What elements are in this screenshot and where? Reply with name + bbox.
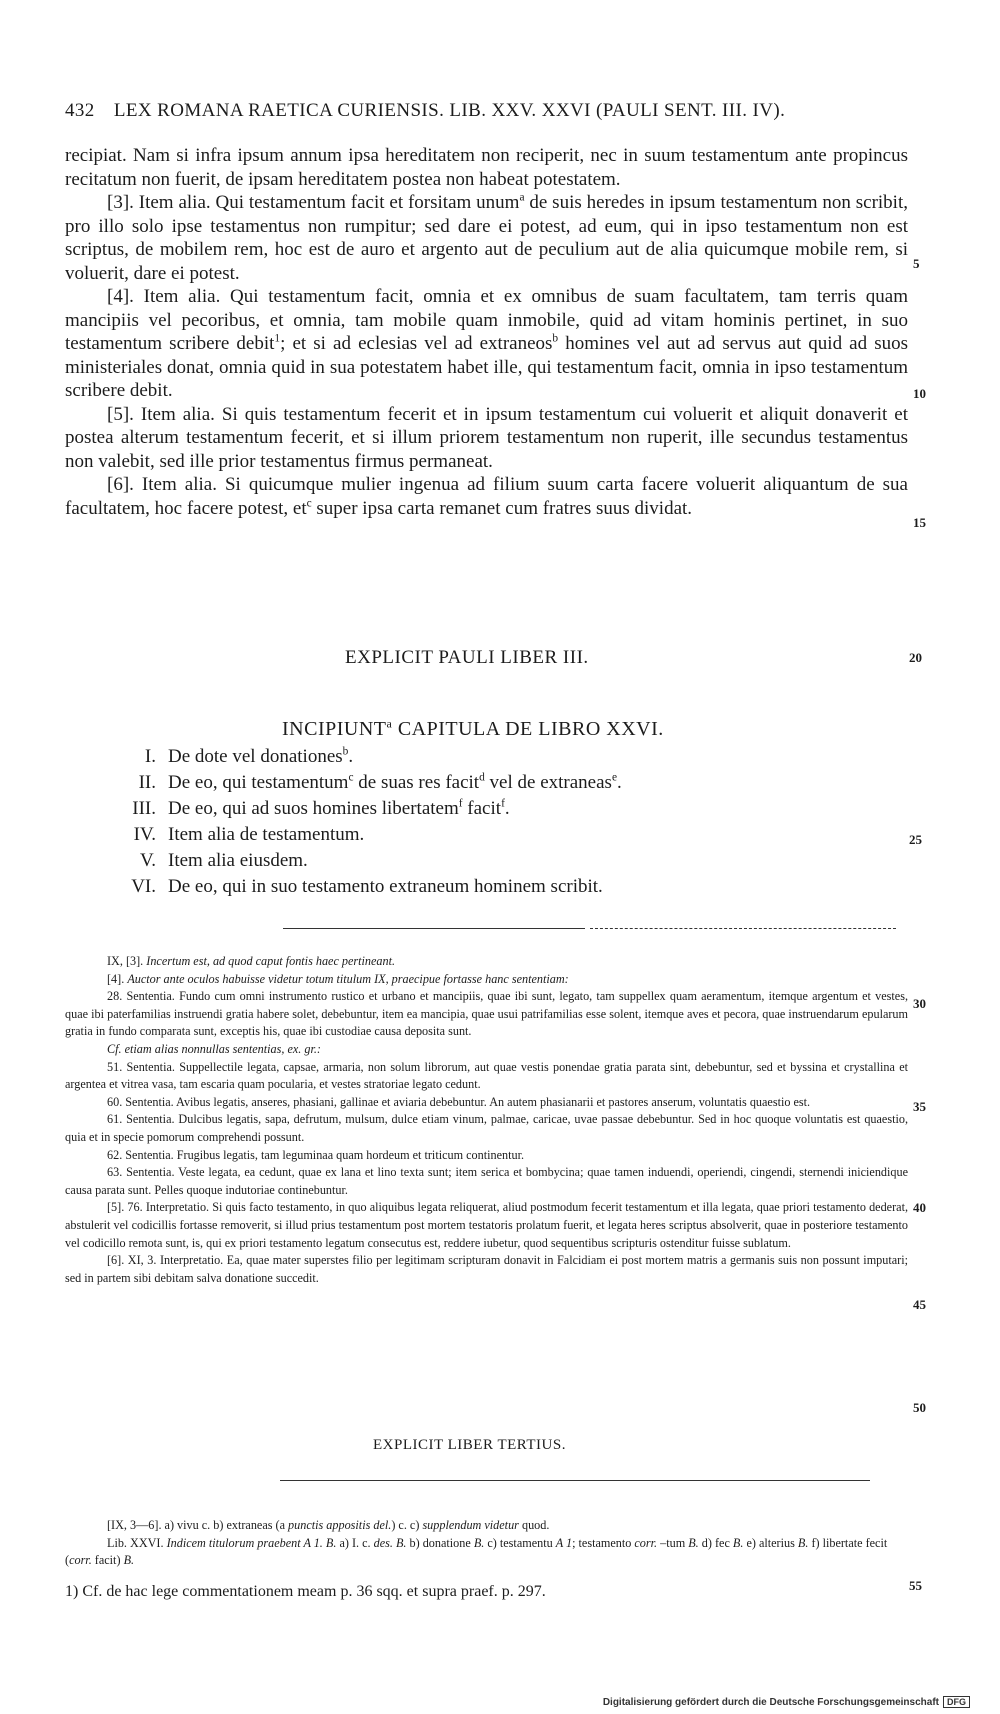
digitization-credit <box>603 1696 970 1708</box>
note-paragraph: [4]. Auctor ante oculos habuisse videtur totum titulum IX, praecipue fortasse hanc sententiam: <box>107 971 569 986</box>
running-title: LEX ROMANA RAETICA CURIENSIS. LIB. XXV. XXVI (PAULI SENT. III. IV). <box>113 100 786 121</box>
dfg-logo: DFG <box>943 1696 970 1708</box>
note-paragraph: [6]. XI, 3. Interpretatio. Ea, quae mater superstes filio per legitimam scripturam donavit in Falcidiam ei post mortem matris a germanis suis non possunt imputari; sed in partem sibi debitam salva donatione succedit. <box>65 1253 908 1285</box>
section-divider <box>283 928 585 929</box>
line-number: 55 <box>909 1578 922 1593</box>
paragraph-4: [4]. Item alia. Qui testamentum facit, omnia et ex omnibus de suam facultatem, tam terris quam mancipiis vel pecoribus, et omnia, tam mobile quam inmobile, quid ad vitam hominis pertinet, in suo testamentum scribere debit$^1$; et si ad eclesias vel ad extraneos$^b$ homines vel aut ad servus aut quid ad suos ministeriales donat, omnia quid in sua potestatem habet ille, qui testamentum facit, omnia in ipso testamentum scribere debit. <box>65 286 908 401</box>
critical-apparatus <box>65 1517 903 1570</box>
capitulum-item <box>110 772 810 794</box>
line-number: 5 <box>913 256 920 271</box>
capitulum-number: V. <box>139 850 156 871</box>
incipit-heading: INCIPIUNT$^a$ CAPITULA DE LIBRO XXVI. <box>282 716 664 740</box>
line-number: 40 <box>913 1200 926 1215</box>
capitulum-number: I. <box>144 746 156 767</box>
capitulum-number: IV. <box>133 824 156 845</box>
paragraph-3: [3]. Item alia. Qui testamentum facit et forsitam unum$^a$ de suis heredes in ipsum testamentum non scribit, pro illo solo ipse testamentus non rumpitur; sed dare ei potest, ad eum, qui in ipso testamentum non est scriptus, de mobilem rem, hoc est de auro et argento aut de peculium aut de alia quicumque mobile rem, si voluerit, dare ei potest. <box>65 191 908 284</box>
line-number: 45 <box>913 1297 926 1312</box>
capitulum-item <box>110 798 810 820</box>
apparatus-line: Lib. XXVI. Indicem titulorum praebent A 1. B. a) I. c. des. B. b) donatione B. c) testamentu A 1; testamento corr. –tum B. d) fec B. e) alterius B. f) libertate fecit (corr. facit) B. <box>65 1535 888 1567</box>
capitulum-text: De eo, qui testamentum$^c$ de suas res facit$^d$ vel de extraneas$^e$. <box>168 771 622 793</box>
note-paragraph: 28. Sententia. Fundo cum omni instrumento rustico et urbano et mancipiis, quae ibi sunt, legato, tam suppellex quam aeramentum, itemque argentum et vestes, quae ibi paterfamilias instruendi gratia habere solet, debebuntur, item ea mancipia, quae usui patrifamilias esse solent, itemque aves et pecora, quae instruendarum epularum gratia in fundo comparata sunt, exceptis his, quae ibi custodiae causa deposita sunt. <box>65 989 908 1039</box>
line-number: 25 <box>909 832 922 847</box>
capitulum-number: II. <box>138 772 156 793</box>
section-divider-dashed <box>590 928 896 929</box>
note-paragraph: IX, [3]. Incertum est, ad quod caput fontis haec pertineant. <box>107 954 396 968</box>
capitulum-item <box>110 876 810 898</box>
note-paragraph: 61. Sententia. Dulcibus legatis, sapa, defrutum, mulsum, dulce etiam vinum, palmae, caricae, uvae passae debebuntur. Sed in hoc quoque voluntatis est quaestio, quia et in specie pomorum comprehendi possunt. <box>65 1112 908 1144</box>
capitulum-number: VI. <box>131 876 156 897</box>
paragraph-5: [5]. Item alia. Si quis testamentum fecerit et in ipsum testamentum cui voluerit et aliquit donaverit et postea alterum testamentum fecerit, et si illum priorem testamentum non ruperit, ille secundus testamentus non valebit, sed ille prior testamentus firmus permaneat. <box>65 403 908 472</box>
running-header <box>65 100 915 122</box>
note-paragraph: 63. Sententia. Veste legata, ea cedunt, quae ex lana et lino texta sunt; item serica et bombycina; quae tamen induendi, operiendi, cingendi, sternendi iniciendique causa parata sunt. Pelles quoque indutoriae continebuntur. <box>65 1165 908 1197</box>
line-number: 10 <box>913 386 926 401</box>
paragraph-6: [6]. Item alia. Si quicumque mulier ingenua ad filium suum carta facere voluerit aliquantum de sua facultatem, hoc facere potest, $et^c$ super ipsa carta remanet cum fratres suus dividat. <box>65 474 908 519</box>
apparatus-divider <box>280 1480 870 1481</box>
capitulum-number: III. <box>132 798 156 819</box>
note-paragraph: Cf. etiam alias nonnullas sententias, ex. gr.: <box>107 1041 321 1056</box>
line-number: 20 <box>909 650 922 665</box>
capitulum-text: Item alia eiusdem. <box>168 850 308 871</box>
page-number: 432 <box>65 100 95 121</box>
capitulum-text: De dote vel donationes$^b$. <box>168 745 354 767</box>
line-number: 15 <box>913 515 926 530</box>
capitulum-text: Item alia de testamentum. <box>168 824 365 845</box>
note-paragraph: 51. Sententia. Suppellectile legata, capsae, armaria, non solum librorum, aut quae vestis ponendae gratia parata sint, debebuntur, sed et byssina et crystallina et argentea et vitrea vasa, tam escaria quam pocularia, et vestes stratoriae legato cedunt. <box>65 1059 908 1092</box>
footnote: 1) Cf. de hac lege commentationem meam p. 36 sqq. et supra praef. p. 297. <box>65 1583 546 1600</box>
line-number: 30 <box>913 996 926 1011</box>
capitulum-text: De eo, qui in suo testamento extraneum hominem scribit. <box>168 876 603 897</box>
main-text <box>65 144 908 520</box>
note-paragraph: [5]. 76. Interpretatio. Si quis facto testamento, in quo aliquibus legata reliquerat, aliud postmodum fecerit testamentum et illa legata, quae priori testamento dederat, abstulerit vel codicillis fortasse removerit, si illud prius testamentum post mortem testatoris prolatum fuerit, et legata heres scriptus absolverit, quae in posteriore testamento vel codicillo remota sunt, is, qui ex priori testamento legatum consecutus est, reddere iubetur, quod sequentibus scripturis ostenditur fuisse sublatum. <box>65 1200 908 1250</box>
capitulum-item <box>110 824 810 846</box>
paragraph-continuation: recipiat. Nam si infra ipsum annum ipsa hereditatem non reciperit, nec in suum testamentum ante propincus recitatum non fuerit, de ipsam hereditatem postea non habeat potestatem. <box>65 145 908 190</box>
line-number: 35 <box>913 1099 926 1114</box>
capitulum-item <box>110 850 810 872</box>
explicit-pauli-heading: EXPLICIT PAULI LIBER III. <box>345 647 589 668</box>
capitulum-item <box>110 746 810 768</box>
line-number: 50 <box>913 1400 926 1415</box>
note-paragraph: 60. Sententia. Avibus legatis, anseres, phasiani, gallinae et aviaria debebuntur. An autem phasianarii et pastores anserum, voluntatis quaestio est. <box>107 1094 811 1109</box>
source-notes <box>65 953 908 1287</box>
note-paragraph: 62. Sententia. Frugibus legatis, tam leguminaa quam hordeum et triticum continentur. <box>107 1147 524 1162</box>
explicit-tertius-heading: EXPLICIT LIBER TERTIUS. <box>373 1437 566 1453</box>
digitization-text: Digitalisierung gefördert durch die Deutsche Forschungsgemeinschaft <box>602 1697 939 1708</box>
capitulum-text: De eo, qui ad suos homines libertatem$^f$ facit$^f$. <box>168 797 510 819</box>
apparatus-line: [IX, 3—6]. a) vivu c. b) extraneas (a punctis appositis del.) c. c) supplendum videtur quod. <box>107 1518 550 1532</box>
